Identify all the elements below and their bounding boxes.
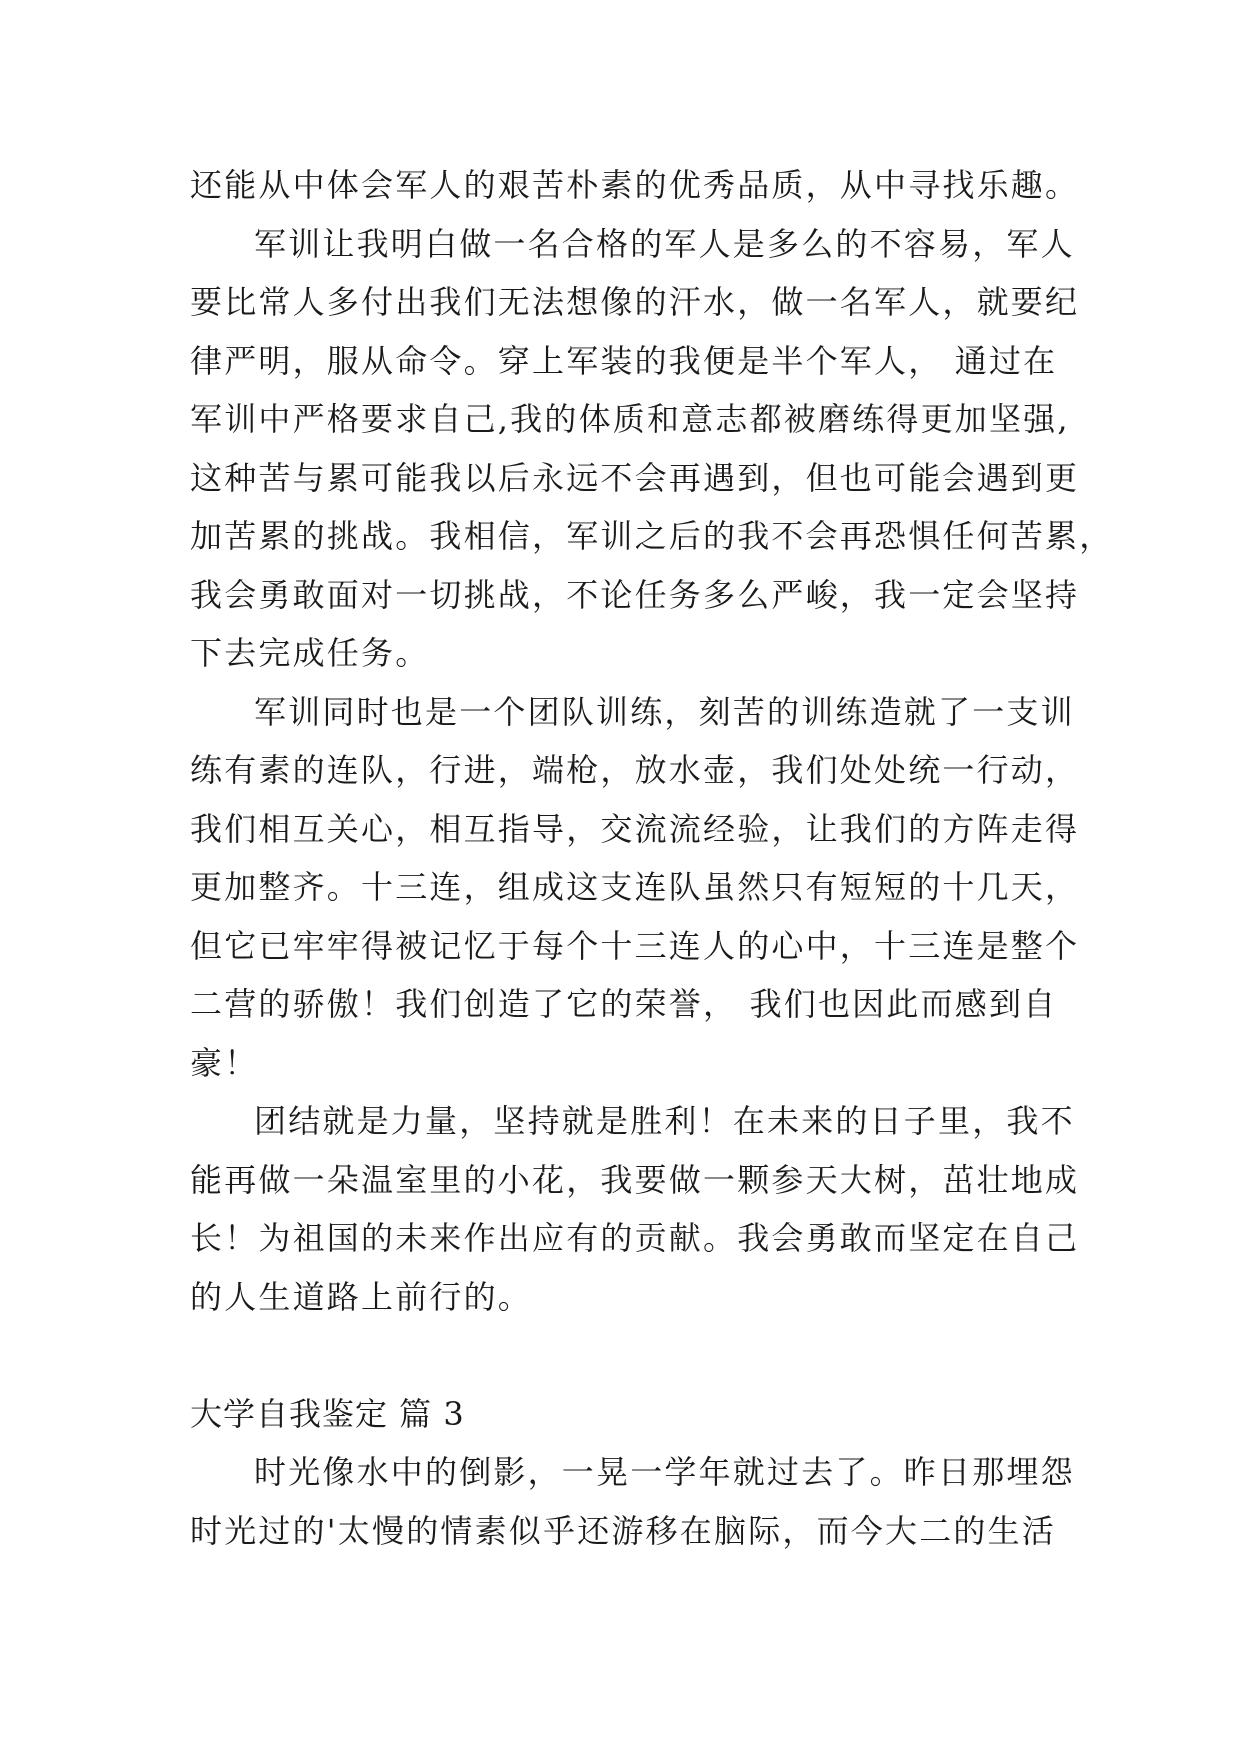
text-line: 时光过的'太慢的情素似乎还游移在脑际，而今大二的生活	[190, 1511, 1056, 1550]
text-line: 我们相互关心，相互指导，交流流经验，让我们的方阵走得	[190, 809, 1080, 848]
paragraph-military-training-hardship	[190, 215, 1114, 683]
text-line: 律严明，服从命令。穿上军装的我便是半个军人， 通过在	[190, 341, 1058, 380]
text-line: 但它已牢牢得被记忆于每个十三连人的心中，十三连是整个	[190, 926, 1080, 965]
text-line: 能再做一朵温室里的小花，我要做一颗参天大树，茁壮地成	[190, 1160, 1080, 1199]
text-line: 下去完成任务。	[190, 634, 430, 672]
text-line: 二营的骄傲！我们创造了它的荣誉， 我们也因此而感到自	[190, 985, 1058, 1023]
text-line: 时光像水中的倒影，一晃一学年就过去了。昨日那埋怨	[254, 1453, 1075, 1491]
text-line: 军训中严格要求自己,我的体质和意志都被磨练得更加坚强,	[190, 400, 1070, 438]
text-line: 我会勇敢面对一切挑战，不论任务多么严峻，我一定会坚持	[190, 575, 1080, 614]
document-body	[190, 156, 1114, 1560]
paragraph-team-training	[190, 683, 1080, 1093]
text-line: 加苦累的挑战。我相信，军训之后的我不会再恐惧任何苦累，	[190, 517, 1114, 555]
text-line: 练有素的连队，行进，端枪，放水壶，我们处处统一行动，	[190, 751, 1080, 789]
text-line: 这种苦与累可能我以后永远不会再遇到，但也可能会遇到更	[190, 458, 1080, 497]
text-line: 要比常人多付出我们无法想像的汗水，做一名军人，就要纪	[190, 283, 1080, 321]
text-line: 更加整齐。十三连，组成这支连队虽然只有短短的十几天，	[190, 868, 1080, 906]
text-line: 豪！	[190, 1043, 259, 1082]
section-spacer	[190, 1326, 1060, 1385]
text-line: 的人生道路上前行的。	[190, 1277, 533, 1316]
text-line: 军训同时也是一个团队训练，刻苦的训练造就了一支训	[254, 692, 1075, 731]
text-line: 长！为祖国的未来作出应有的贡献。我会勇敢而坚定在自己	[190, 1219, 1080, 1257]
text-line: 团结就是力量，坚持就是胜利！在未来的日子里，我不	[254, 1102, 1075, 1140]
section-heading: 大学自我鉴定 篇 3	[190, 1394, 465, 1433]
paragraph-time-reflection	[190, 1443, 1075, 1560]
text-line: 军训让我明白做一名合格的军人是多么的不容易，军人	[254, 224, 1075, 263]
paragraph-unity-strength	[190, 1092, 1080, 1326]
text-line: 还能从中体会军人的艰苦朴素的优秀品质，从中寻找乐趣。	[190, 166, 1080, 204]
